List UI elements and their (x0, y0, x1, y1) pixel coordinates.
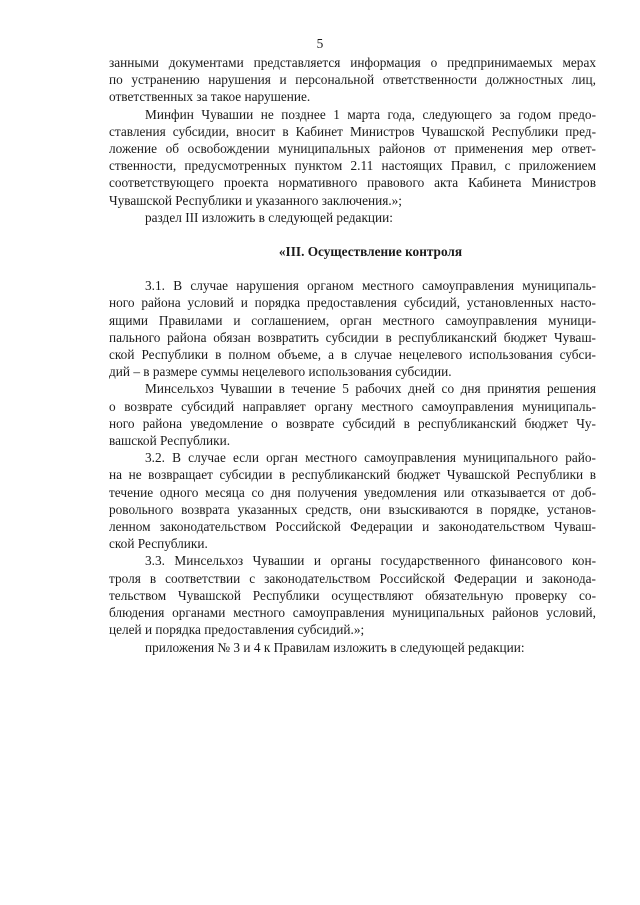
text-line: о возврате субсидий направляет органу местного самоуправления муниципаль- (109, 398, 596, 414)
text-line: ного района условий и порядка предоставления субсидий, установленных насто- (109, 295, 596, 311)
section-heading: «III. Осуществление контроля (278, 244, 463, 260)
text-line: Чувашской Республики и указанного заключения.»; (109, 192, 402, 208)
text-line: раздел III изложить в следующей редакции: (145, 209, 393, 225)
text-line: дий – в размере суммы нецелевого использования субсидии. (109, 364, 452, 380)
text-line: блюдения органами местного самоуправления муниципальных районов условий, (109, 605, 596, 621)
text-line: ровольного возврата указанных средств, они взыскиваются в порядке, установ- (109, 501, 596, 517)
text-line: на не возвращает субсидии в республиканский бюджет Чувашской Республики в (109, 467, 596, 483)
text-line: ответственных за такое нарушение. (109, 89, 311, 105)
text-line: вашской Республики. (109, 433, 231, 449)
text-line: 3.1. В случае нарушения органом местного самоуправления муниципаль- (145, 278, 596, 294)
text-line: приложения № 3 и 4 к Правилам изложить в следующей редакции: (145, 639, 525, 655)
text-line: ящими Правилами и соглашением, орган местного самоуправления муници- (109, 312, 596, 328)
text-line: ственности, предусмотренных пунктом 2.11 настоящих Правил, с приложением (109, 158, 596, 174)
page-number: 5 (316, 36, 324, 51)
text-line: 3.2. В случае если орган местного самоуправления муниципального райо- (145, 450, 596, 466)
text-line: тельством Чувашской Республики осуществляют обязательную проверку со- (109, 587, 596, 603)
spacer (109, 226, 596, 243)
text-line: ской Республики в полном объеме, а в случае нецелевого использования субси- (109, 347, 596, 363)
text-line: целей и порядка предоставления субсидий.»; (109, 622, 365, 638)
text-line: по устранению нарушения и персональной ответственности должностных лиц, (109, 72, 596, 88)
spacer (109, 260, 596, 277)
document-body (109, 54, 596, 656)
text-line: Минсельхоз Чувашии в течение 5 рабочих дней со дня принятия решения (145, 381, 596, 397)
text-line: соответствующего проекта нормативного правового акта Кабинета Министров (109, 175, 596, 191)
text-line: течение одного месяца со дня получения уведомления или отказывается от доб- (109, 484, 596, 500)
text-line: ленном законодательством Российской Федерации и законодательством Чуваш- (109, 519, 596, 535)
text-line: ставления субсидии, вносит в Кабинет Министров Чувашской Республики пред- (109, 123, 596, 139)
text-line: ного района уведомление о возврате субсидий в республиканский бюджет Чу- (109, 415, 596, 431)
text-line: ской Республики. (109, 536, 208, 552)
text-line: троля в соответствии с законодательством Российской Федерации и законода- (109, 570, 596, 586)
text-line: ложение об освобождении муниципальных районов от применения мер ответ- (109, 141, 596, 157)
text-line: 3.3. Минсельхоз Чувашии и органы государственного финансового кон- (145, 553, 596, 569)
text-line: занными документами представляется информация о предпринимаемых мерах (109, 55, 596, 70)
text-line: пального района обязан возвратить субсидии в республиканский бюджет Чуваш- (109, 329, 596, 345)
text-line: Минфин Чувашии не позднее 1 марта года, следующего за годом предо- (145, 106, 596, 122)
